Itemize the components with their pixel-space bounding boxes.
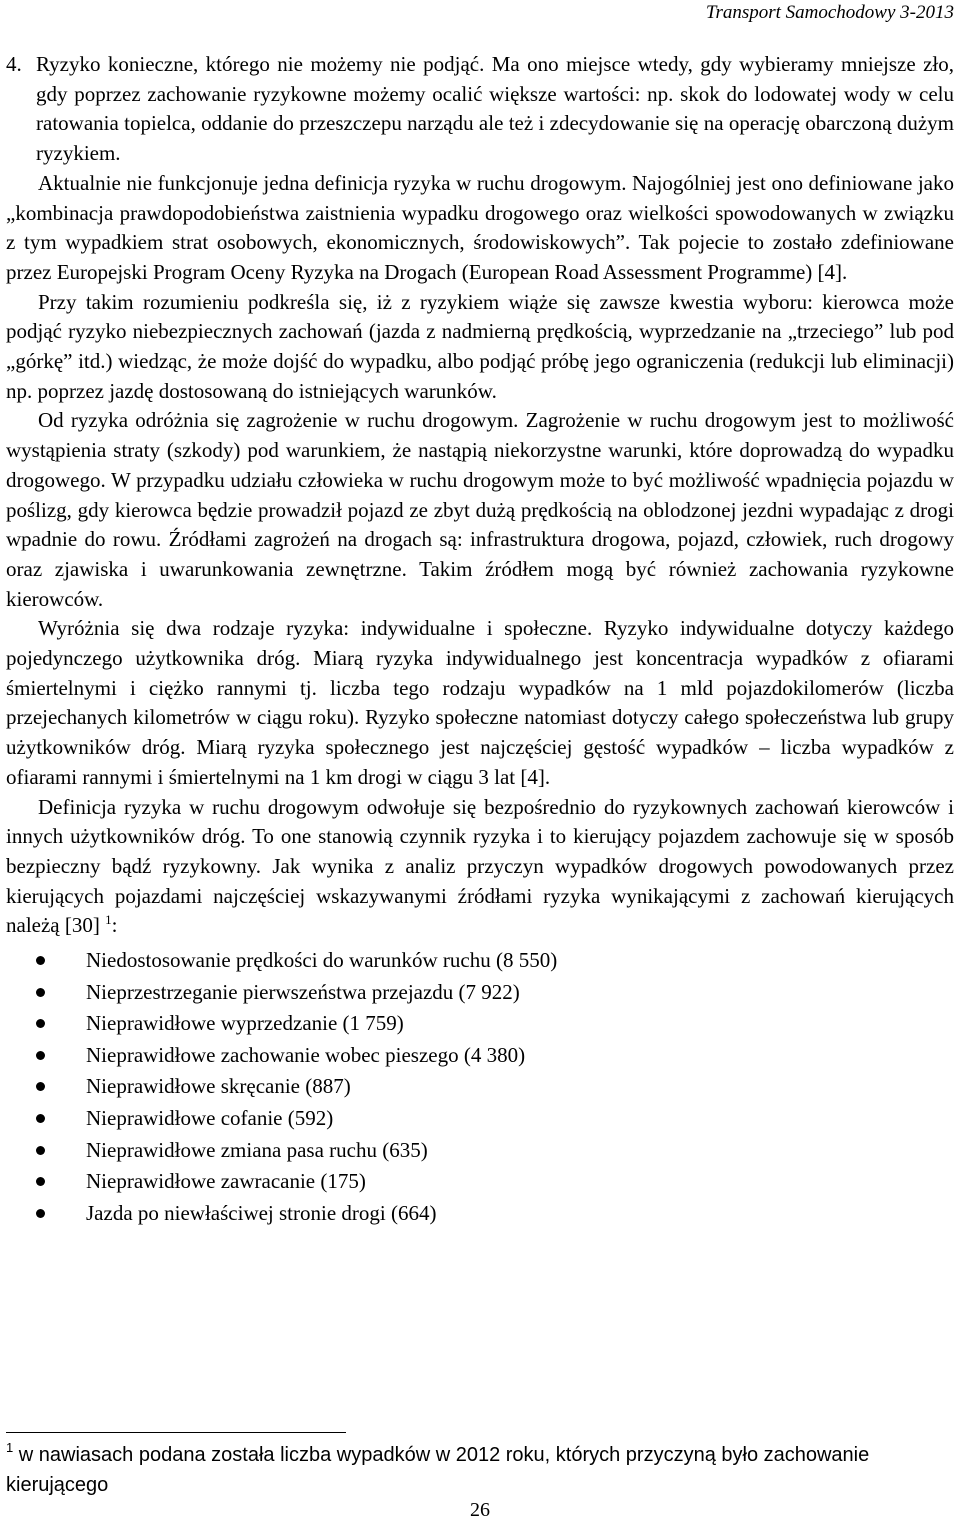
list-item (6, 977, 954, 1009)
list-item (6, 1071, 954, 1103)
list-item-label: Jazda po niewłaściwej stronie drogi (664) (86, 1200, 437, 1225)
list-item (6, 945, 954, 977)
body-text (6, 50, 954, 1229)
paragraph-risk-choice: Przy takim rozumieniu podkreśla się, iż z ryzykiem wiąże się zawsze kwestia wyboru: kierowca może podjąć ryzyko niebezpiecznych zachowań (jazda z nadmierną prędkością, wyprzedzanie na „trzeciego” lub pod „górkę” itd.) wiedząc, że może dojść do wypadku, albo podjąć próbę jego ograniczenia (redukcji lub eliminacji) np. poprzez jazdę dostosowaną do istniejących warunków. (6, 289, 954, 403)
list-item-4 (6, 50, 954, 169)
bullet-icon (36, 956, 45, 965)
paragraph-text: Definicja ryzyka w ruchu drogowym odwołuje się bezpośrednio do ryzykownych zachowań kierowców i innych użytkowników dróg. To one stanowią czynnik ryzyka i to kierujący pojazdem zachowuje się w sposób bezpieczny bądź ryzykowny. Jak wynika z analiz przyczyn wypadków drogowych powodowanych przez kierujących pojazdami najczęściej wskazywanymi źródłami ryzyka wynikającymi z zachowań kierujących należą [30] (6, 794, 954, 938)
list-item-label: Nieprzestrzeganie pierwszeństwa przejazdu (7 922) (86, 979, 520, 1004)
list-item (6, 1103, 954, 1135)
list-item (6, 1166, 954, 1198)
list-item (6, 1135, 954, 1167)
list-item (6, 1008, 954, 1040)
footnote-text: w nawiasach podana została liczba wypadków w 2012 roku, których przyczyną było zachowanie kierującego (6, 1444, 870, 1496)
page-number: 26 (470, 1499, 490, 1521)
bullet-icon (36, 1051, 45, 1060)
bullet-icon (36, 1019, 45, 1028)
paragraph-driver-behaviour (6, 793, 954, 942)
list-item-label: Nieprawidłowe wyprzedzanie (1 759) (86, 1011, 404, 1036)
paragraph-tail: : (111, 913, 118, 938)
running-header: Transport Samochodowy 3-2013 (705, 2, 954, 23)
list-item-label: Nieprawidłowe cofanie (592) (86, 1106, 334, 1131)
list-item-text: Ryzyko konieczne, którego nie możemy nie podjąć. Ma ono miejsce wtedy, gdy wybieramy mniejsze zło, gdy poprzez zachowanie ryzykowne możemy ocalić większe wartości: np. skok do lodowatej wody w celu ratowania topielca, oddanie do przeszczepu narządu ale też i zdecydowanie się na operację obarczoną dużym ryzykiem. (36, 52, 954, 166)
list-item (6, 1040, 954, 1072)
bullet-icon (36, 1114, 45, 1123)
paragraph-risk-types: Wyróżnia się dwa rodzaje ryzyka: indywidualne i społeczne. Ryzyko indywidualne dotyczy każdego pojedynczego użytkownika dróg. Miarą ryzyka indywidualnego jest koncentracja wypadków z ofiarami śmiertelnymi i ciężko rannymi tj. liczba tego rodzaju wypadków na 1 mld pojazdokilomerów (liczba przejechanych kilometrów w ciągu roku). Ryzyko społeczne natomiast dotyczy całego społeczeństwa lub grupy użytkowników dróg. Miarą ryzyka społecznego jest najczęściej gęstość wypadków – liczba wypadków z ofiarami rannymi i śmiertelnymi na 1 km drogi w ciągu 3 lat [4]. (6, 616, 954, 789)
list-item-label: Nieprawidłowe zmiana pasa ruchu (635) (86, 1137, 428, 1162)
bullet-icon (36, 988, 45, 997)
footnote (6, 1440, 954, 1500)
bullet-icon (36, 1177, 45, 1186)
footnote-reference: 1 (105, 912, 112, 928)
list-item-number: 4. (6, 52, 22, 76)
footnote-mark: 1 (6, 1440, 14, 1455)
footnote-divider (6, 1432, 346, 1433)
bullet-icon (36, 1146, 45, 1155)
list-item-label: Niedostosowanie prędkości do warunków ruchu (8 550) (86, 948, 558, 973)
list-item (6, 1198, 954, 1230)
bullet-icon (36, 1209, 45, 1218)
accident-causes-list (6, 945, 954, 1229)
document-page (6, 0, 954, 1524)
paragraph-threat: Od ryzyka odróżnia się zagrożenie w ruchu drogowym. Zagrożenie w ruchu drogowym jest to możliwość wystąpienia straty (szkody) pod warunkiem, że nastąpią niekorzystne warunki, które doprowadzą do wypadku drogowego. W przypadku udziału człowieka w ruchu drogowym może to być możliwość wpadnięcia pojazdu w poślizg, gdy kierowca będzie prowadził pojazd ze zbyt dużą prędkością na oblodzonej jezdni wypadając z drogi wpadnie do rowu. Źródłami zagrożeń na drogach są: infrastruktura drogowa, pojazd, człowiek, ruch drogowy oraz zjawiska i uwarunkowania zewnętrzne. Takim źródłem mogą być również zachowania ryzykowne kierowców. (6, 408, 954, 611)
bullet-icon (36, 1082, 45, 1091)
paragraph-risk-definition: Aktualnie nie funkcjonuje jedna definicja ryzyka w ruchu drogowym. Najogólniej jest ono definiowane jako „kombinacja prawdopodobieństwa zaistnienia wypadku drogowego oraz wielkości spowodowanych w związku z tym wypadkiem strat osobowych, ekonomicznych, środowiskowych”. Tak pojecie to zostało zdefiniowane przez Europejski Program Oceny Ryzyka na Drogach (European Road Assessment Programme) [4]. (6, 170, 954, 284)
list-item-label: Nieprawidłowe skręcanie (887) (86, 1074, 351, 1099)
list-item-label: Nieprawidłowe zawracanie (175) (86, 1169, 366, 1194)
list-item-label: Nieprawidłowe zachowanie wobec pieszego (4 380) (86, 1042, 526, 1067)
